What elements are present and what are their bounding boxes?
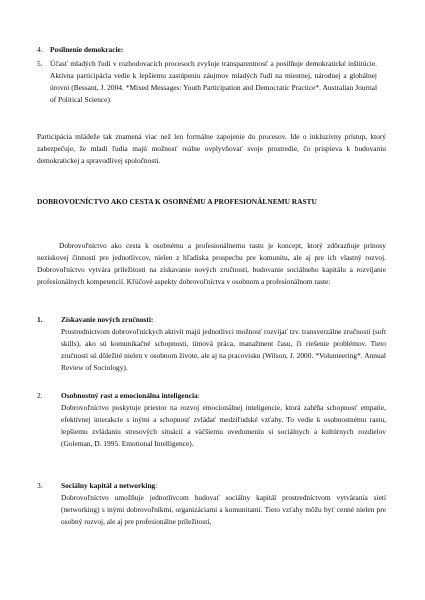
item-title: Získavanie nových zručností:	[61, 315, 154, 324]
paragraph: Dobrovoľníctvo ako cesta k osobnému a profesionálnemu rastu je koncept, ktorý zdôrazňuje prínosy neziskovej činnosti pre jednotlivcov, nielen z hľadiska prospechu pre komunitu, ale aj pre ich vlastný rozvoj. Dobrovoľníctvo vytvára príležitosti na získavanie nových zručností, budovanie sociálneho kapitálu a rozvíjanie profesionálnych kompetencií. Kľúčové aspekty dobrovoľníctva v osobnom a profesionálnom raste:	[37, 241, 386, 287]
item-title-suffix: :	[155, 481, 158, 490]
list-item-1	[37, 314, 386, 374]
item-text: Dobrovoľníctvo umožňuje jednotlivcom budovať sociálny kapitál prostredníctvom vytvárania sietí (networking) s inými dobrovoľníkmi, organizáciami a komunitami. Tieto vzťahy môžu byť cenné nielen pre osobný rozvoj, ale aj pre profesionálne príležitosti,	[61, 493, 386, 527]
item-text: Prostredníctvom dobrovoľníckych aktivít majú jednotlivci možnosť rozvíjať tzv. transverzálne zručnosti (soft skills), ako sú komunikačné schopnosti, tímová práca, manažment času, či riešenie problémov. Tieto zručnosti sú dôležité nielen v osobnom živote, ale aj na pracovisku (Wilson, J. 2000. *Volunteering*. Annual Review of Sociology).	[61, 327, 386, 373]
list-item-4	[37, 44, 377, 56]
item-text: Dobrovoľníctvo poskytuje priestor na rozvoj emocionálnej inteligencie, ktorá zahŕňa schopnosť empatie, efektívnej interakcie s inými a schopnosť zvládať medziľudské vzťahy. To vedie k osobnostnému rastu, lepšiemu zvládaniu stresových situácií a väčšiemu uvedomeniu si sociálnych a kultúrnych rozdielov (Goleman, D. 1995. Emotional Intelligence).	[61, 403, 386, 449]
item-number: 1.	[37, 315, 43, 324]
item-number: 4.	[37, 45, 43, 54]
paragraph: Participácia mládeže tak znamená viac než len formálne zapojenie do procesov. Ide o inkluzívny prístup, ktorý zabezpečuje, že mladí ľudia majú možnosť reálne ovplyvňovať svoje prostredie, čo prispieva k budovaniu demokratickej a spravodlivej spoločnosti.	[37, 132, 386, 166]
item-number: 3.	[37, 481, 43, 490]
item-title: Sociálny kapitál a networking	[61, 481, 156, 490]
item-number: 2.	[37, 391, 43, 400]
item-number: 5.	[37, 59, 43, 68]
item-title-suffix: :	[197, 391, 200, 400]
list-item-5	[37, 58, 377, 106]
item-title: Osobnostný rast a emocionálna inteligencia	[61, 391, 198, 400]
item-title: Posilnenie demokracie:	[50, 45, 124, 54]
list-item-2	[37, 390, 386, 450]
list-item-3	[37, 480, 386, 528]
section-heading: DOBROVOĽNÍCTVO AKO CESTA K OSOBNÉMU A PROFESIONÁLNEMU RASTU	[37, 197, 317, 206]
item-text: Účasť mladých ľudí v rozhodovacích procesoch zvyšuje transparentnosť a posilňuje demokratické inštitúcie. Aktívna participácia vedie k lepšiemu zastúpeniu záujmov mladých ľudí na miestnej, národnej a globálnej úrovni (Bessant, J. 2004. *Mixed Messages: Youth Participation and Democratic Practice*. Australian Journal of Political Science).	[50, 59, 377, 105]
